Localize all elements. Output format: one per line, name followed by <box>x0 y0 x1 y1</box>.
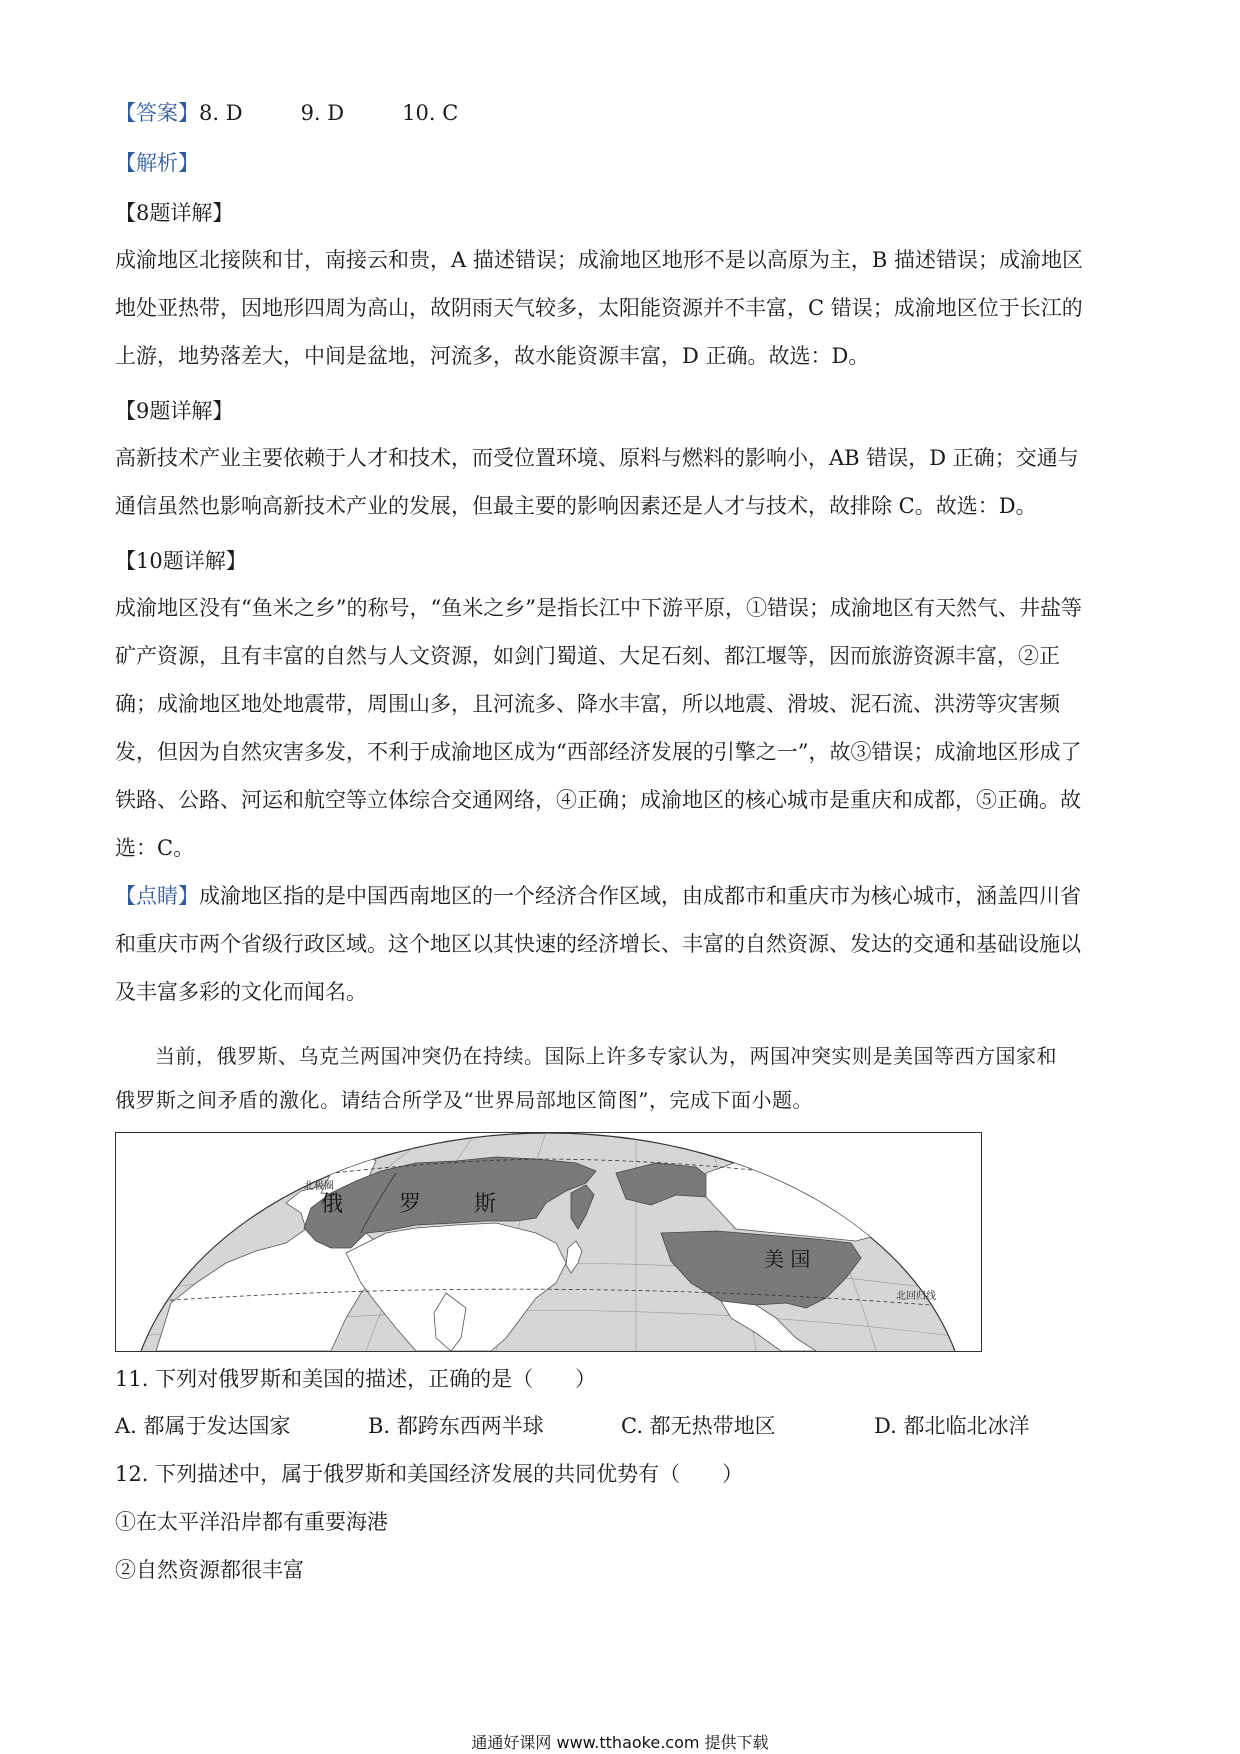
q8-line: 上游，地势落差大，中间是盆地，河流多，故水能资源丰富，D 正确。故选：D。 <box>115 344 870 368</box>
world-map-svg <box>116 1133 981 1351</box>
dianjing-line: 和重庆市两个省级行政区域。这个地区以其快速的经济增长、丰富的自然资源、发达的交通和基础设施以 <box>115 932 1081 956</box>
q11-stem: 11. 下列对俄罗斯和美国的描述，正确的是（ ） <box>115 1367 597 1391</box>
passage-line: 当前，俄罗斯、乌克兰两国冲突仍在持续。国际上许多专家认为，两国冲突实则是美国等西方国家和 <box>155 1044 1057 1068</box>
world-map-figure <box>115 1132 982 1352</box>
passage <box>115 1034 1127 1122</box>
q10-line: 铁路、公路、河运和航空等立体综合交通网络，④正确；成渝地区的核心城市是重庆和成都，⑤正确。故 <box>115 788 1081 812</box>
passage-line: 俄罗斯之间矛盾的激化。请结合所学及“世界局部地区简图”，完成下面小题。 <box>115 1088 813 1112</box>
q10-line: 矿产资源，且有丰富的自然与人文资源，如剑门蜀道、大足石刻、都江堰等，因而旅游资源丰富，②正 <box>115 644 1060 668</box>
q8-explanation <box>115 236 1127 380</box>
map-label-russia-2: 罗 <box>399 1192 422 1217</box>
page-footer: 通通好课网 www.tthaoke.com 提供下载 <box>471 1733 769 1752</box>
answer-line <box>115 100 1127 126</box>
dianjing-line: 及丰富多彩的文化而闻名。 <box>115 980 367 1004</box>
answer-8: 8. D <box>199 101 243 125</box>
q9-line: 通信虽然也影响高新技术产业的发展，但最主要的影响因素还是人才与技术，故排除 C。故选：D。 <box>115 494 1037 518</box>
q12-block <box>115 1450 1127 1594</box>
q11-option-a[interactable]: A. 都属于发达国家 <box>115 1414 291 1438</box>
map-label-russia-3: 斯 <box>474 1192 497 1217</box>
q10-line: 成渝地区没有“鱼米之乡”的称号，“鱼米之乡”是指长江中下游平原，①错误；成渝地区有天然气、井盐等 <box>115 596 1082 620</box>
q11-option-c[interactable]: C. 都无热带地区 <box>621 1414 776 1438</box>
q11-options <box>115 1402 1127 1450</box>
document-page <box>115 100 1127 1594</box>
q11-option-b[interactable]: B. 都跨东西两半球 <box>368 1414 544 1438</box>
q12-stem: 12. 下列描述中，属于俄罗斯和美国经济发展的共同优势有（ ） <box>115 1462 744 1486</box>
q9-line: 高新技术产业主要依赖于人才和技术，而受位置环境、原料与燃料的影响小，AB 错误，D 正确；交通与 <box>115 446 1079 470</box>
answer-tag: 【答案】 <box>115 101 199 125</box>
map-label-arctic-circle: 北极圈 <box>304 1181 334 1192</box>
canada-land <box>706 1151 901 1241</box>
q8-line: 成渝地区北接陕和甘，南接云和贵，A 描述错误；成渝地区地形不是以高原为主，B 描述错误；成渝地区 <box>115 248 1083 272</box>
dianjing-line: 【点睛】成渝地区指的是中国西南地区的一个经济合作区域，由成都市和重庆市为核心城市，涵盖四川省 <box>115 884 1081 908</box>
q10-heading: 【10题详解】 <box>115 549 247 573</box>
q9-explanation <box>115 434 1127 530</box>
map-label-russia-1: 俄 <box>321 1192 344 1217</box>
map-label-usa: 美 国 <box>764 1247 811 1271</box>
answer-9: 9. D <box>300 101 345 125</box>
q11-option-d[interactable]: D. 都北临北冰洋 <box>874 1414 1030 1438</box>
q9-heading: 【9题详解】 <box>115 399 234 423</box>
analysis-tag: 【解析】 <box>115 151 199 175</box>
q12-item-1: ①在太平洋沿岸都有重要海港 <box>115 1510 388 1534</box>
dianjing-note <box>115 872 1127 1016</box>
q12-item-2: ②自然资源都很丰富 <box>115 1558 304 1582</box>
q10-line: 选：C。 <box>115 836 195 860</box>
q8-line: 地处亚热带，因地形四周为高山，故阴雨天气较多，太阳能资源并不丰富，C 错误；成渝地区位于长江的 <box>115 296 1083 320</box>
q10-line: 确；成渝地区地处地震带，周围山多，且河流多、降水丰富，所以地震、滑坡、泥石流、洪涝等灾害频 <box>115 692 1060 716</box>
q10-explanation <box>115 584 1127 872</box>
dianjing-tag: 【点睛】 <box>115 884 199 908</box>
q10-line: 发，但因为自然灾害多发，不利于成渝地区成为“西部经济发展的引擎之一”，故③错误；成渝地区形成了 <box>115 740 1082 764</box>
q8-heading: 【8题详解】 <box>115 201 234 225</box>
answer-10: 10. C <box>402 101 459 125</box>
arctic-islands-land <box>736 1137 806 1153</box>
map-label-tropic: 北回归线 <box>896 1291 936 1302</box>
